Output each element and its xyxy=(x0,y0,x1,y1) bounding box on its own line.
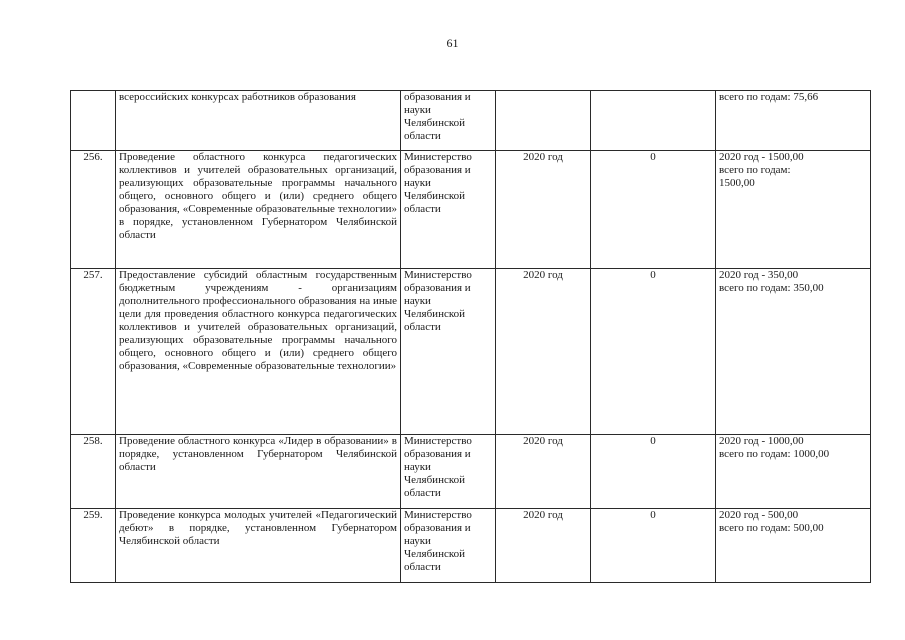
activity-description: Проведение областного конкурса «Лидер в образовании» в порядке, установленном Губернатором Челябинской области xyxy=(116,435,401,509)
funding-total: 2020 год - 1500,00 всего по годам: 1500,00 xyxy=(716,151,871,269)
activity-description: Проведение областного конкурса педагогических коллективов и учителей образовательных организаций, реализующих образовательные программы начального общего, основного общего и (или) среднего общего образования, «Современные образовательные технологии» в порядке, установленном Губернатором Челябинской области xyxy=(116,151,401,269)
table-row xyxy=(71,91,871,151)
table-row xyxy=(71,509,871,583)
funding-total: 2020 год - 350,00 всего по годам: 350,00 xyxy=(716,269,871,435)
row-number: 256. xyxy=(71,151,116,269)
row-number: 259. xyxy=(71,509,116,583)
row-number: 257. xyxy=(71,269,116,435)
responsible-executor: Министерство образования и науки Челябинской области xyxy=(401,509,496,583)
funding-amount: 0 xyxy=(591,151,716,269)
table-row xyxy=(71,269,871,435)
funding-total: 2020 год - 1000,00 всего по годам: 1000,00 xyxy=(716,435,871,509)
activity-description: Предоставление субсидий областным государственным бюджетным учреждениям - организациям дополнительного профессионального образования на иные цели для проведения областного конкурса педагогических коллективов и учителей образовательных организаций, реализующих образовательные программы начального общего, основного общего и (или) среднего общего образования, «Современные образовательные технологии» xyxy=(116,269,401,435)
program-activities-table xyxy=(70,90,871,583)
funding-amount: 0 xyxy=(591,269,716,435)
implementation-period xyxy=(496,91,591,151)
implementation-period: 2020 год xyxy=(496,151,591,269)
funding-total: 2020 год - 500,00 всего по годам: 500,00 xyxy=(716,509,871,583)
activity-description: всероссийских конкурсах работников образования xyxy=(116,91,401,151)
implementation-period: 2020 год xyxy=(496,509,591,583)
row-number xyxy=(71,91,116,151)
implementation-period: 2020 год xyxy=(496,269,591,435)
funding-amount: 0 xyxy=(591,509,716,583)
row-number: 258. xyxy=(71,435,116,509)
page-number: 61 xyxy=(446,36,459,50)
funding-amount: 0 xyxy=(591,435,716,509)
implementation-period: 2020 год xyxy=(496,435,591,509)
funding-total: всего по годам: 75,66 xyxy=(716,91,871,151)
activity-description: Проведение конкурса молодых учителей «Педагогический дебют» в порядке, установленном Губернатором Челябинской области xyxy=(116,509,401,583)
table-row xyxy=(71,151,871,269)
table-row xyxy=(71,435,871,509)
responsible-executor: Министерство образования и науки Челябинской области xyxy=(401,151,496,269)
funding-amount xyxy=(591,91,716,151)
responsible-executor: Министерство образования и науки Челябинской области xyxy=(401,269,496,435)
responsible-executor: Министерство образования и науки Челябинской области xyxy=(401,435,496,509)
responsible-executor: образования и науки Челябинской области xyxy=(401,91,496,151)
